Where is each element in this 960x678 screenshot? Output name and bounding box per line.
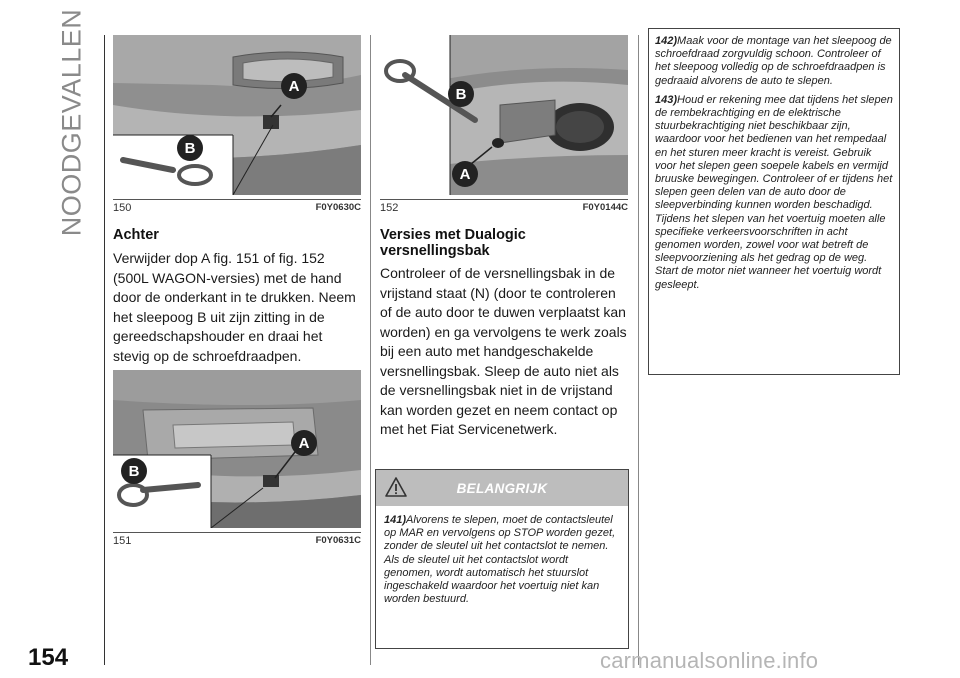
note-142-number: 142) — [655, 35, 678, 47]
figure-152-number: 152 — [380, 202, 399, 214]
figure-151-image — [113, 370, 361, 528]
warning-header — [376, 470, 628, 506]
rear-hatch-illustration — [113, 370, 361, 528]
note-142-text: Maak voor de montage van het sleepoog de schroefdraad zorgvuldig schoon. Controleer of het sleepoog volledig op de schroefdraadpen is gedraaid alvorens de auto te slepen. — [655, 35, 892, 87]
heading-dualogic — [380, 227, 526, 259]
note-141-number: 141) — [384, 514, 407, 526]
watermark: carmanualsonline.info — [600, 648, 819, 673]
achter-body-text: Verwijder dop A fig. 151 of fig. 152 (500L WAGON-versies) met de hand door de onderkant in te drukken. Neem het sleepoog B uit zijn zitting in de gereedschapshouder en draai het stevig op de schroefdraadpen. — [113, 250, 356, 364]
note-142 — [649, 29, 899, 88]
callout-b-152: B — [448, 81, 474, 107]
heading-achter: Achter — [113, 227, 159, 243]
callout-b-151: B — [121, 458, 147, 484]
warning-title: BELANGRIJK — [456, 480, 548, 496]
figure-152-caption — [380, 199, 628, 214]
note-143-text: Houd er rekening mee dat tijdens het slepen de rembekrachtiging en de elektrische stuurbekrachtiging niet beschikbaar zijn, waardoor voor het bedienen van het rempedaal en het sturen meer kracht is vereist. Gebruik voor het slepen geen soepele kabels en vermijd bruuske bewegingen. Controleer of er tijdens het slepen geen delen van de auto door de sleepverbinding kunnen worden beschadigd. Tijdens het slepen van het voertuig moeten alle specifieke verkeersvoorschriften in acht genomen worden, zowel voor wat betreft de sleepvoorziening als het gedrag op de weg. Start de motor niet wanneer het voertuig wordt gesleept. — [655, 93, 893, 291]
column-divider-2 — [638, 35, 639, 665]
callout-a-150: A — [281, 73, 307, 99]
callout-a-151: A — [291, 430, 317, 456]
figure-151-code: F0Y0631C — [315, 535, 361, 546]
section-side-title-text: NOODGEVALLEN — [56, 8, 87, 237]
heading-dualogic-line2: versnellingsbak — [380, 243, 490, 259]
warning-divider — [376, 506, 628, 514]
page-number: 154 — [28, 644, 69, 671]
heading-dualogic-line1: Versies met Dualogic — [380, 227, 526, 243]
section-side-title — [52, 8, 92, 237]
figure-152-image — [380, 35, 628, 195]
figure-151-caption — [113, 532, 361, 547]
column-divider-1 — [370, 35, 371, 665]
warning-box — [375, 469, 629, 649]
note-143 — [649, 88, 899, 292]
note-143-number: 143) — [655, 93, 678, 106]
figure-150-image — [113, 35, 361, 195]
callout-b-150: B — [177, 135, 203, 161]
warning-triangle-icon — [384, 476, 408, 498]
figure-150-number: 150 — [113, 202, 132, 214]
dualogic-body-text: Controleer of de versnellingsbak in de vrijstand staat (N) (door te controleren of de auto door te duwen verplaatst kan worden) en ga vervolgens te werk zoals bij een auto met handgeschakelde versnellingsbak. Sleep de auto niet als de versnellingsbak niet in de vrijstand kan worden gezet en neem contact op met het Fiat Servicenetwerk. — [380, 265, 627, 437]
front-bumper-illustration — [380, 35, 628, 195]
figure-150-code: F0Y0630C — [315, 202, 361, 213]
figure-150-caption — [113, 199, 361, 214]
figure-152-code: F0Y0144C — [582, 202, 628, 213]
left-margin-rule — [104, 35, 105, 665]
note-141 — [376, 514, 628, 606]
figure-151-number: 151 — [113, 535, 132, 547]
notes-box — [648, 28, 900, 375]
note-141-text: Alvorens te slepen, moet de contactsleutel op MAR en vervolgens op STOP worden gezet, zonder de sleutel uit het contactslot te nemen. Als de sleutel uit het contactslot wordt genomen, wordt automatisch het stuurslot ingeschakeld waardoor het voertuig niet kan worden bestuurd. — [384, 514, 616, 606]
callout-a-152: A — [452, 161, 478, 187]
rear-bumper-illustration — [113, 35, 361, 195]
